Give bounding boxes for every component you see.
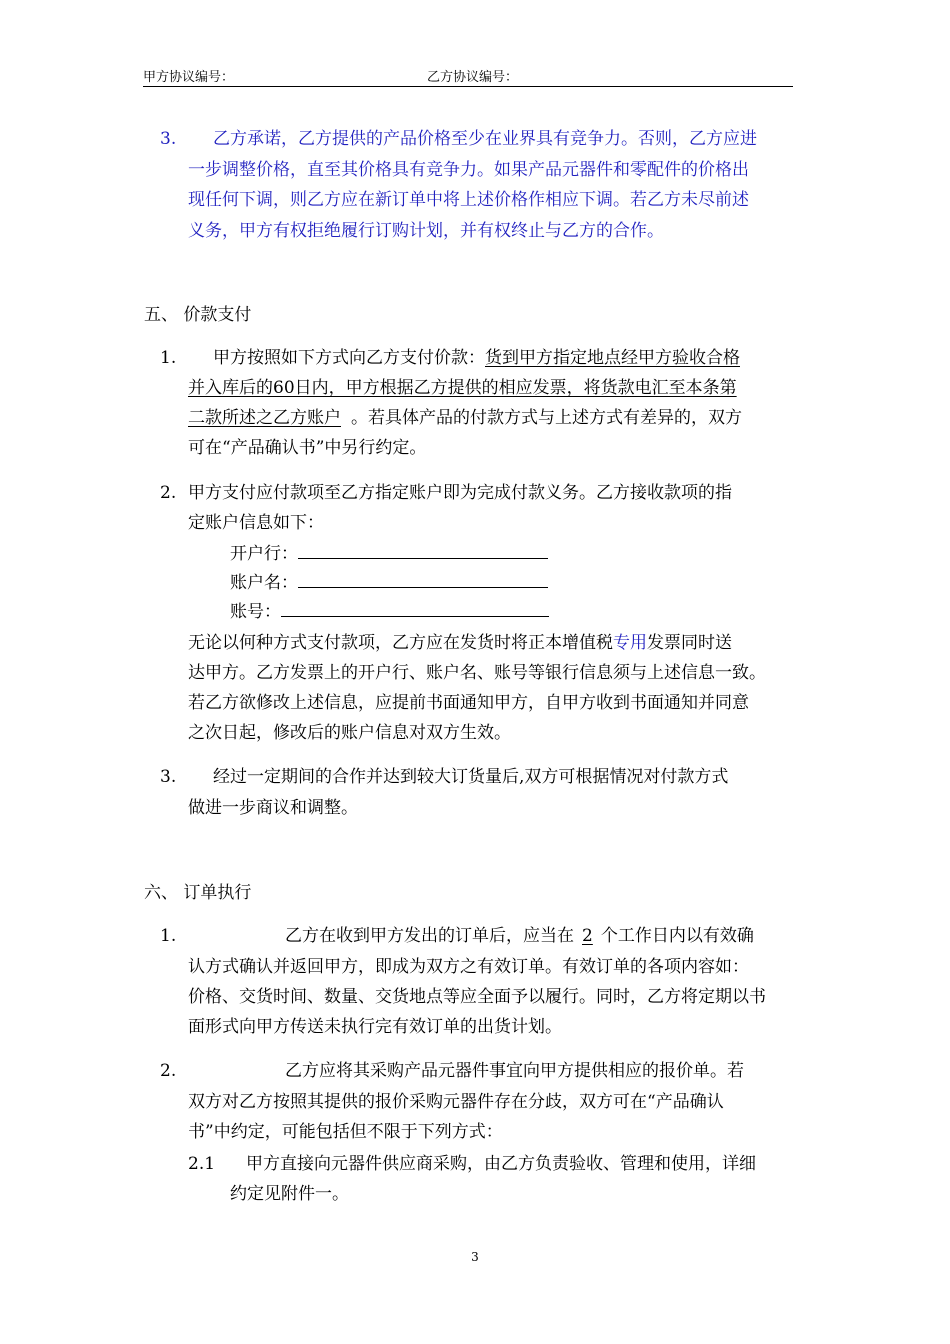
section-title: 五、 价款支付 [144, 305, 252, 325]
paragraph-line: 乙方承诺，乙方提供的产品价格至少在业界具有竞争力。否则，乙方应进 [213, 129, 757, 149]
bank-blank [298, 542, 548, 559]
text-run: 个工作日内以有效确 [600, 926, 754, 946]
paragraph-line: 做进一步商议和调整。 [188, 798, 358, 818]
page-header [143, 66, 793, 87]
text-run: 发票同时送 [647, 633, 732, 653]
paragraph-line [285, 925, 754, 947]
paragraph-line: 可在“产品确认书”中另行约定。 [188, 438, 427, 458]
item-number: 2.1 [188, 1154, 216, 1174]
paragraph-line: 现任何下调，则乙方应在新订单中将上述价格作相应下调。若乙方未尽前述 [188, 190, 749, 210]
paragraph-line [188, 407, 742, 429]
account-name-label: 账户名： [230, 573, 298, 593]
paragraph-line: 一步调整价格，直至其价格具有竞争力。如果产品元器件和零配件的价格出 [188, 160, 749, 180]
text-run: 。若具体产品的付款方式与上述方式有差异的，双方 [351, 408, 742, 428]
account-name-blank [298, 571, 548, 588]
account-number-blank [281, 600, 549, 617]
paragraph-line: 达甲方。乙方发票上的开户行、账户名、账号等银行信息须与上述信息一致。 [188, 663, 766, 683]
paragraph-line [213, 347, 740, 369]
account-name-field [230, 571, 548, 594]
party-b-agreement-no: 乙方协议编号： [427, 70, 519, 85]
paragraph-line: 面形式向甲方传送未执行完有效订单的出货计划。 [188, 1017, 562, 1037]
text-run: 甲方按照如下方式向乙方支付价款： [213, 348, 485, 368]
section-title: 六、 订单执行 [144, 883, 252, 903]
paragraph-line: 乙方应将其采购产品元器件事宜向甲方提供相应的报价单。若 [285, 1061, 744, 1081]
underlined-text: 并入库后的60日内，甲方根据乙方提供的相应发票，将货款电汇至本条第 [188, 378, 737, 398]
paragraph-line: 之次日起，修改后的账户信息对双方生效。 [188, 723, 511, 743]
paragraph-line [188, 632, 732, 654]
item-number: 3. [160, 767, 177, 787]
bank-label: 开户行： [230, 544, 298, 564]
paragraph-line: 定账户信息如下： [188, 513, 324, 533]
underlined-text: 货到甲方指定地点经甲方验收合格 [485, 348, 740, 368]
text-run: 无论以何种方式支付款项，乙方应在发货时将正本增值税 [188, 633, 613, 653]
paragraph-line: 价格、交货时间、数量、交货地点等应全面予以履行。同时，乙方将定期以书 [188, 987, 766, 1007]
paragraph-line: 书”中约定，可能包括但不限于下列方式： [188, 1122, 503, 1142]
paragraph-line: 认方式确认并返回甲方，即成为双方之有效订单。有效订单的各项内容如： [188, 957, 749, 977]
paragraph-line: 甲方支付应付款项至乙方指定账户即为完成付款义务。乙方接收款项的指 [188, 483, 732, 503]
paragraph-line: 经过一定期间的合作并达到较大订货量后,双方可根据情况对付款方式 [213, 767, 729, 787]
highlighted-text: 专用 [613, 633, 647, 653]
item-number: 2. [160, 1061, 177, 1081]
underlined-text: 二款所述之乙方账户 [188, 408, 341, 428]
paragraph-line: 义务，甲方有权拒绝履行订购计划，并有权终止与乙方的合作。 [188, 221, 664, 241]
item-number: 1. [160, 348, 177, 368]
account-number-label: 账号： [230, 602, 281, 622]
days-value: 2 [582, 926, 593, 946]
item-number: 1. [160, 926, 177, 946]
item-number: 2. [160, 483, 177, 503]
page-number: 3 [471, 1250, 479, 1264]
party-a-agreement-no: 甲方协议编号： [143, 70, 235, 85]
paragraph-line: 甲方直接向元器件供应商采购，由乙方负责验收、管理和使用，详细 [246, 1154, 756, 1174]
bank-field [230, 542, 548, 565]
item-number: 3. [160, 129, 177, 149]
text-run: 乙方在收到甲方发出的订单后，应当在 [285, 926, 574, 946]
paragraph-line: 约定见附件一。 [230, 1184, 349, 1204]
account-number-field [230, 600, 549, 623]
paragraph-line: 若乙方欲修改上述信息，应提前书面通知甲方，自甲方收到书面通知并同意 [188, 693, 749, 713]
paragraph-line: 双方对乙方按照其提供的报价采购元器件存在分歧，双方可在“产品确认 [188, 1092, 724, 1112]
